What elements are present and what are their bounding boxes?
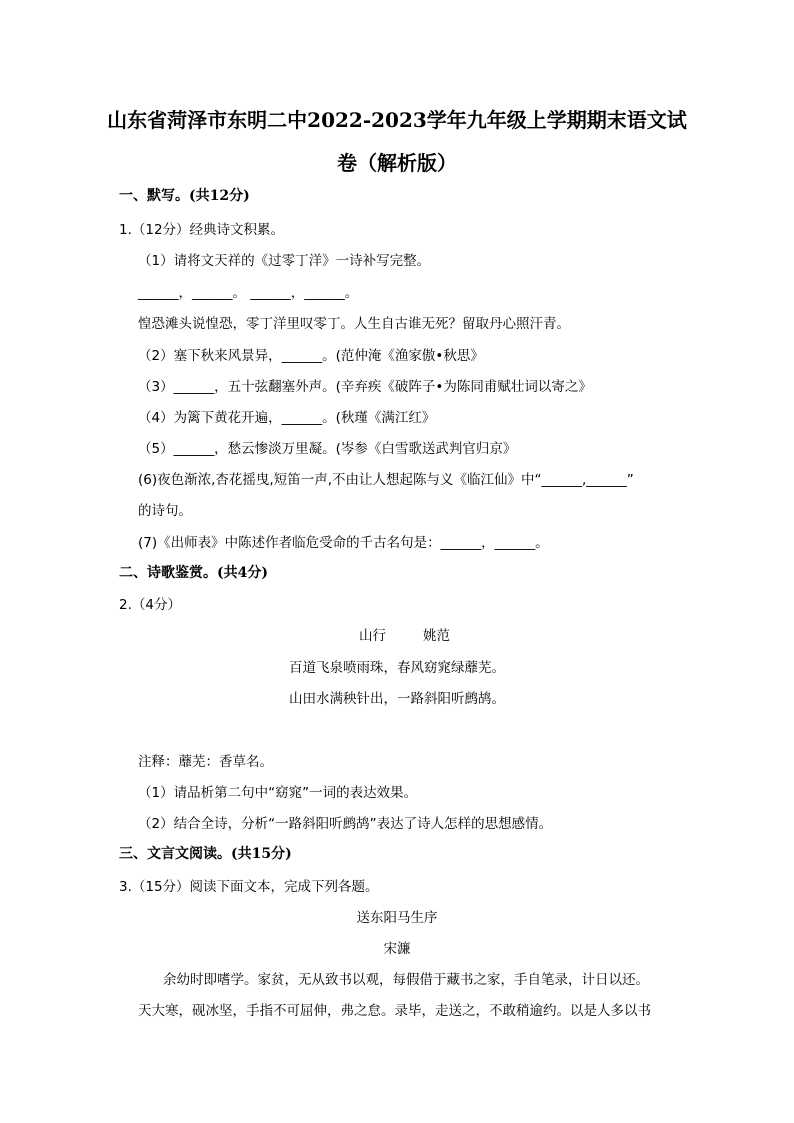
question1-item6-line1: (6)夜色渐浓,杏花摇曳,短笛一声,不由让人想起陈与义《临江仙》中“______,______” xyxy=(138,472,634,488)
paragraph-line1: 余幼时即嗜学。家贫，无从致书以观，每假借于藏书之家，手自笔录，计日以还。 xyxy=(163,972,649,988)
question1-item2: （2）塞下秋来风景异，______。(范仲淹《渔家傲•秋思》 xyxy=(138,348,484,364)
question1-blanks1: ______，______。 ______，______。 xyxy=(138,285,359,301)
text-title: 送东阳马生序 xyxy=(356,910,438,926)
question1-stem: 1.（12分）经典诗文积累。 xyxy=(119,222,285,238)
question3-stem: 3.（15分）阅读下面文本，完成下列各题。 xyxy=(119,879,379,895)
poem-title: 山行 xyxy=(359,628,386,644)
document-title-line1: 山东省菏泽市东明二中2022-2023学年九年级上学期期末语文试 xyxy=(107,108,687,132)
question1-item3: （3）______，五十弦翻塞外声。(辛弃疾《破阵子•为陈同甫赋壮词以寄之》 xyxy=(138,379,592,395)
question2-sub1: （1）请品析第二句中“窈窕”一词的表达效果。 xyxy=(138,785,418,801)
poem-line1: 百道飞泉喷雨珠，春风窈窕绿蘼芜。 xyxy=(289,660,505,676)
poem-line2: 山田水满秧针出，一路斜阳听鹧鸪。 xyxy=(289,691,505,707)
question1-item6-line2: 的诗句。 xyxy=(138,503,192,519)
document-title-line2: 卷（解析版） xyxy=(337,151,457,175)
question1-item1: （1）请将文天祥的《过零丁洋》一诗补写完整。 xyxy=(138,253,431,269)
question1-item7: (7)《出师表》中陈述作者临危受命的千古名句是：______，______。 xyxy=(138,535,549,551)
question2-sub2: （2）结合全诗，分析“一路斜阳听鹧鸪”表达了诗人怎样的思想感情。 xyxy=(138,816,553,832)
section1-heading: 一、默写。(共12分) xyxy=(119,188,250,204)
section2-heading: 二、诗歌鉴赏。(共4分) xyxy=(119,565,268,581)
question1-item5: （5）______，愁云惨淡万里凝。(岑参《白雪歌送武判官归京》 xyxy=(138,441,517,457)
poem-note: 注释：蘼芜：香草名。 xyxy=(138,754,273,770)
text-author: 宋濂 xyxy=(383,941,411,957)
question1-item4: （4）为篱下黄花开遍，______。(秋瑾《满江红》 xyxy=(138,410,436,426)
poem-author: 姚范 xyxy=(423,628,450,644)
poem-continuation: 惶恐滩头说惶恐，零丁洋里叹零丁。人生自古谁无死？留取丹心照汗青。 xyxy=(138,316,570,332)
paragraph-line2: 天大寒，砚冰坚，手指不可屈伸，弗之怠。录毕，走送之，不敢稍逾约。以是人多以书 xyxy=(138,1003,651,1019)
section3-heading: 三、文言文阅读。(共15分) xyxy=(119,846,292,862)
question2-stem: 2.（4分） xyxy=(119,597,181,613)
